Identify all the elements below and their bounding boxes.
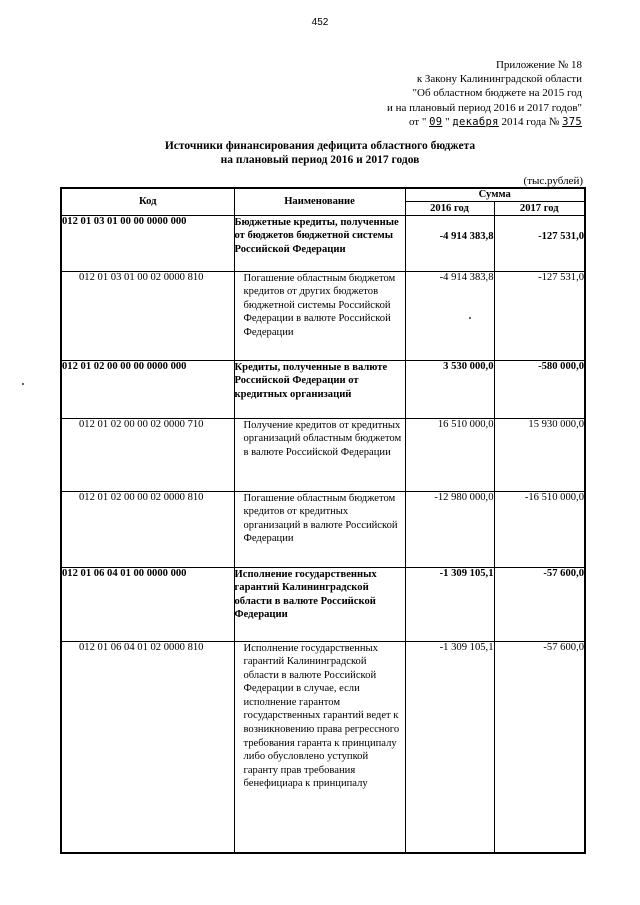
row-code: 012 01 02 00 00 00 0000 000 — [61, 360, 234, 418]
row-code: 012 01 02 00 00 02 0000 710 — [61, 418, 234, 491]
row-code: 012 01 03 01 00 00 0000 000 — [61, 215, 234, 271]
appendix-date-line — [387, 115, 582, 129]
row-name: Исполнение государственных гарантий Калининградской области в валюте Российской Федерации в случае, если исполнение гарантом государственных гарантий ведет к возникновению права регрессного требования гаранта к принципалу либо обусловлено уступкой гаранту прав требования бенефициара к принципалу — [234, 641, 405, 853]
row-name: Погашение областным бюджетом кредитов от кредитных организаций в валюте Российской Федерации — [234, 491, 405, 567]
header-2017: 2017 год — [494, 201, 585, 215]
units-label: (тыс.рублей) — [523, 175, 583, 187]
table-row — [61, 491, 585, 567]
row-code: 012 01 03 01 00 02 0000 810 — [61, 271, 234, 360]
law-number: 375 — [562, 115, 582, 128]
row-value-2017: -580 000,0 — [494, 360, 585, 418]
row-value-2017: 15 930 000,0 — [494, 418, 585, 491]
appendix-line-3: "Об областном бюджете на 2015 год — [412, 87, 582, 100]
header-code: Код — [61, 188, 234, 215]
table-row — [61, 641, 585, 853]
row-name: Кредиты, полученные в валюте Российской Федерации от кредитных организаций — [234, 360, 405, 418]
document-title — [0, 139, 640, 167]
row-code: 012 01 02 00 00 02 0000 810 — [61, 491, 234, 567]
date-prefix: от " — [408, 115, 427, 128]
row-value-2016: 3 530 000,0 — [405, 360, 494, 418]
date-quote: " — [445, 115, 450, 128]
financing-sources-table — [60, 187, 586, 854]
header-2016: 2016 год — [405, 201, 494, 215]
appendix-block — [387, 58, 582, 129]
appendix-line-2: к Закону Калининградской области — [416, 73, 582, 86]
row-value-2017: -57 600,0 — [494, 641, 585, 853]
appendix-line-4: и на плановый период 2016 и 2017 годов" — [386, 101, 582, 114]
header-name: Наименование — [234, 188, 405, 215]
table-row — [61, 360, 585, 418]
table-row — [61, 418, 585, 491]
row-value-2017: -127 531,0 — [494, 271, 585, 360]
row-name: Погашение областным бюджетом кредитов от других бюджетов бюджетной системы Российской Федерации в валюте Российской Федерации — [234, 271, 405, 360]
title-line-2: на плановый период 2016 и 2017 годов — [220, 154, 420, 166]
scan-speck — [22, 383, 24, 385]
header-sum: Сумма — [405, 188, 585, 201]
row-value-2016: -4 914 383,8 — [405, 215, 494, 271]
scan-speck — [469, 317, 471, 319]
row-code: 012 01 06 04 01 02 0000 810 — [61, 641, 234, 853]
row-name: Получение кредитов от кредитных организаций областным бюджетом в валюте Российской Федерации — [234, 418, 405, 491]
row-code: 012 01 06 04 01 00 0000 000 — [61, 567, 234, 641]
table-row — [61, 215, 585, 271]
page-number: 452 — [311, 17, 329, 28]
row-value-2017: -57 600,0 — [494, 567, 585, 641]
row-value-2016: -4 914 383,8 — [405, 271, 494, 360]
table-row — [61, 271, 585, 360]
row-value-2016: -12 980 000,0 — [405, 491, 494, 567]
row-value-2016: -1 309 105,1 — [405, 641, 494, 853]
date-day: 09 — [429, 115, 443, 128]
date-month: декабря — [452, 115, 499, 128]
table-row — [61, 567, 585, 641]
title-line-1: Источники финансирования дефицита областного бюджета — [164, 140, 476, 152]
row-name: Бюджетные кредиты, полученные от бюджетов бюджетной системы Российской Федерации — [234, 215, 405, 271]
row-value-2017: -127 531,0 — [494, 215, 585, 271]
row-name: Исполнение государственных гарантий Калининградской области в валюте Российской Федерации — [234, 567, 405, 641]
row-value-2017: -16 510 000,0 — [494, 491, 585, 567]
row-value-2016: 16 510 000,0 — [405, 418, 494, 491]
row-value-2016: -1 309 105,1 — [405, 567, 494, 641]
date-year: 2014 года № — [501, 115, 560, 128]
appendix-line-1: Приложение № 18 — [495, 59, 582, 71]
